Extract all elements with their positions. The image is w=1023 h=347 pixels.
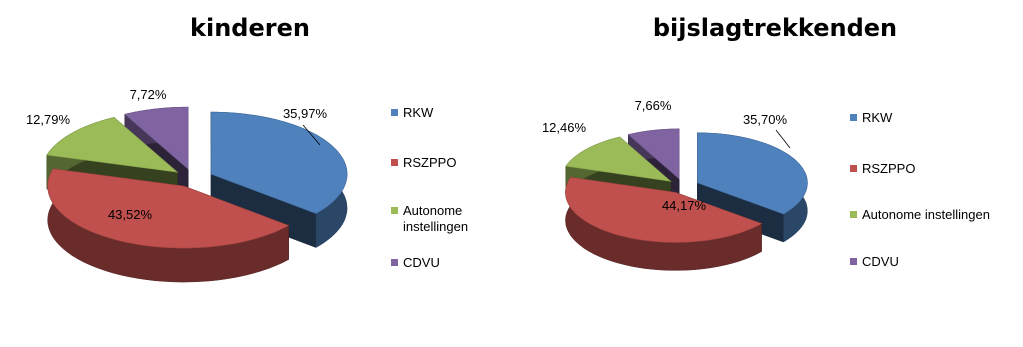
legend-swatch: [850, 211, 857, 218]
data-label-rkw: 35,70%: [742, 112, 788, 127]
legend-item-rkw: [850, 110, 1000, 126]
data-label-cdvu: 7,66%: [634, 98, 672, 113]
legend-label: RSZPPO: [403, 155, 457, 170]
data-label-autonome-instellingen: 12,79%: [25, 112, 71, 127]
legend-item-autonome-instellingen: [850, 207, 1000, 223]
chart-title-bijslagtrekkenden: bijslagtrekkenden: [652, 14, 898, 42]
leader-line: [776, 130, 790, 148]
data-label-autonome-instellingen: 12,46%: [541, 120, 587, 135]
legend-swatch: [850, 114, 857, 121]
data-label-rszppo: 44,17%: [661, 198, 707, 213]
legend-item-cdvu: [391, 255, 541, 271]
legend-swatch: [391, 259, 398, 266]
legend-swatch: [391, 159, 398, 166]
legend-swatch: [850, 258, 857, 265]
chart-title-kinderen: kinderen: [190, 14, 310, 42]
legend-label: Autonome instellingen: [403, 203, 469, 234]
legend-label: CDVU: [862, 254, 899, 269]
legend-label: RKW: [862, 110, 893, 125]
pie-chart-kinderen: [0, 0, 380, 347]
legend-item-rkw: [391, 105, 541, 121]
legend-swatch: [391, 207, 398, 214]
legend-item-rszppo: [850, 161, 1000, 177]
legend-item-autonome-instellingen: [391, 203, 541, 235]
legend-label: RSZPPO: [862, 161, 916, 176]
legend-swatch: [391, 109, 398, 116]
legend-item-cdvu: [850, 254, 1000, 270]
legend-label: Autonome instellingen: [862, 207, 990, 222]
data-label-rkw: 35,97%: [282, 106, 328, 121]
data-label-rszppo: 43,52%: [107, 207, 153, 222]
pie-chart-bijslagtrekkenden: [500, 0, 840, 347]
legend-swatch: [850, 165, 857, 172]
legend-label: RKW: [403, 105, 434, 120]
data-label-cdvu: 7,72%: [129, 87, 167, 102]
legend-item-rszppo: [391, 155, 541, 171]
legend-label: CDVU: [403, 255, 440, 270]
